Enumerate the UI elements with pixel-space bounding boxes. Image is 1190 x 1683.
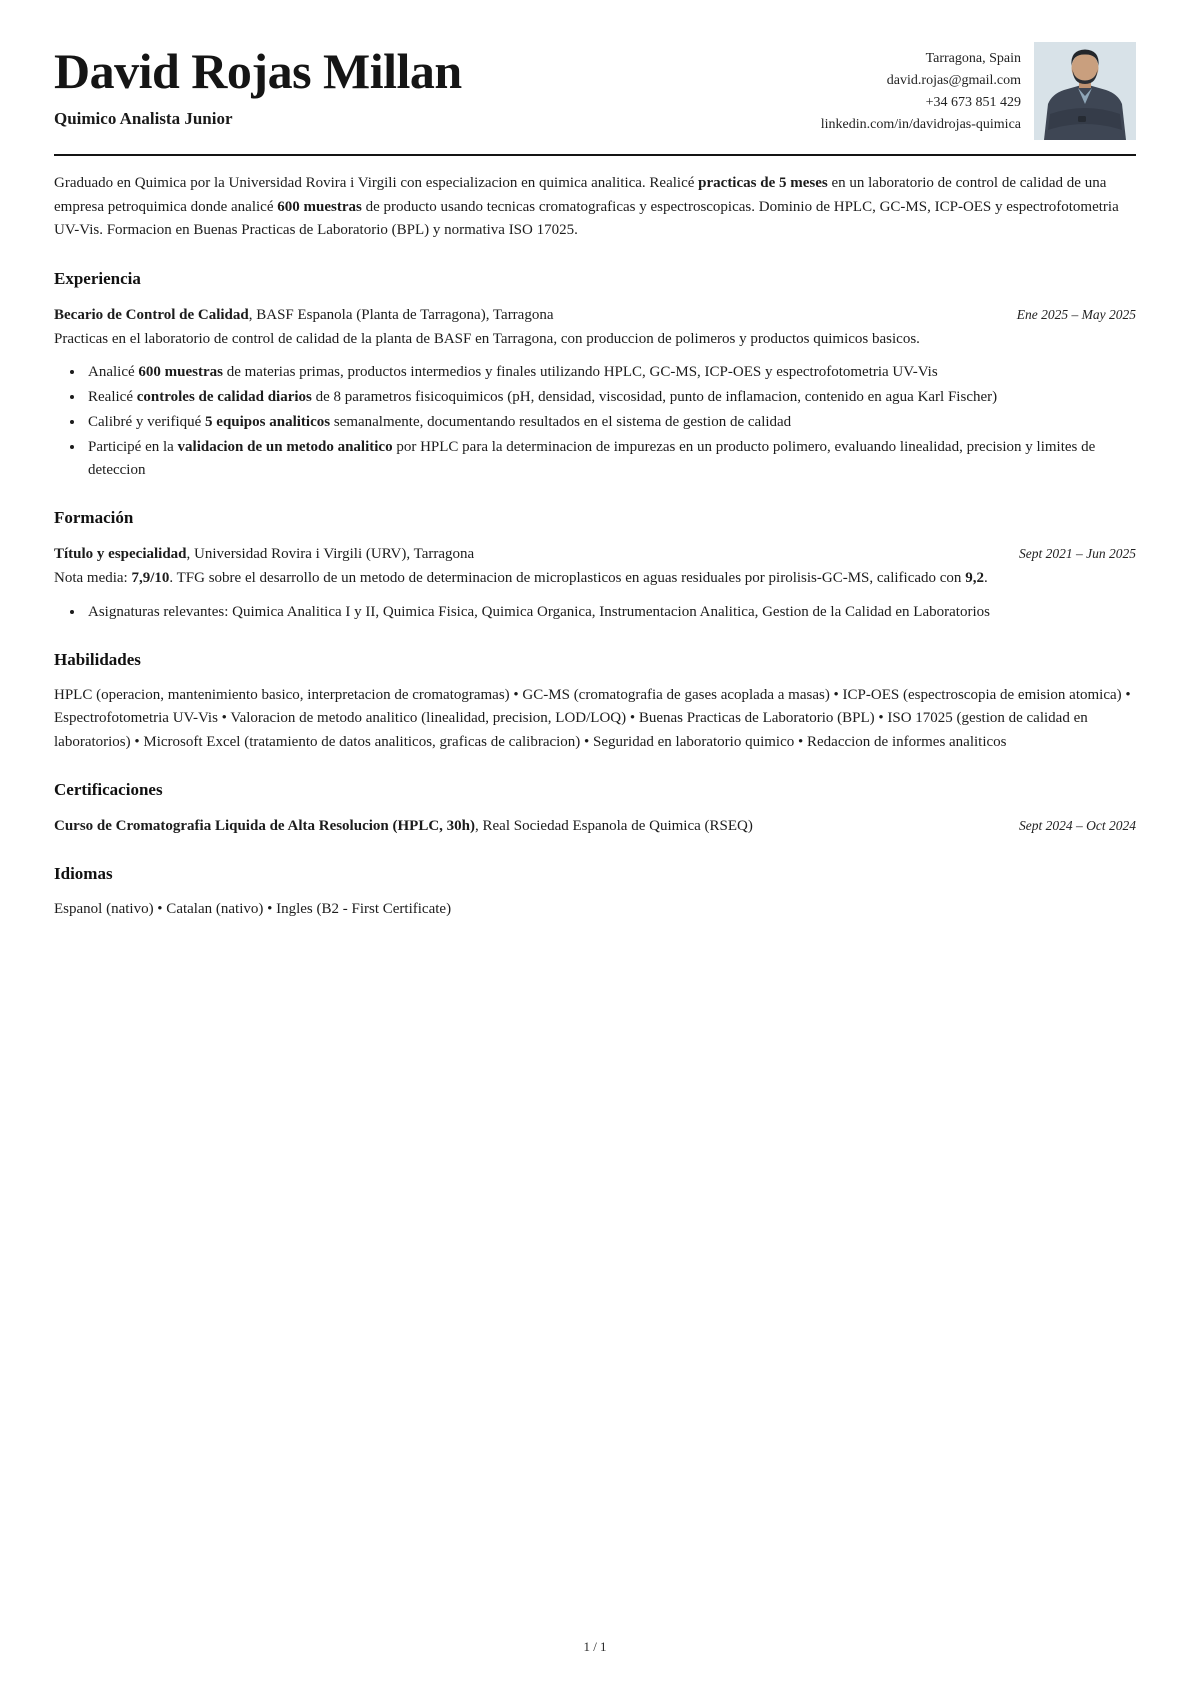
experience-bullet: • Calibré y verifiqué 5 equipos analiticos semanalmente, documentando resultados en el sistema de gestion de calidad (85, 411, 1136, 434)
header-identity (54, 42, 462, 129)
contact-linkedin: linkedin.com/in/davidrojas-quimica (820, 117, 1021, 132)
education-entry-description: Nota media: 7,9/10. TFG sobre el desarrollo de un metodo de determinacion de microplasticos en aguas residuales por pirolisis-GC-MS, calificado con 9,2. (54, 570, 988, 586)
candidate-name: David Rojas Millan (54, 43, 462, 99)
summary-paragraph: Graduado en Quimica por la Universidad Rovira i Virgili con especializacion en quimica analitica. Realicé practicas de 5 meses en un laboratorio de control de calidad de una empresa petroquimica donde analicé 600 muestras de producto usando tecnicas cromatograficas y espectroscopicas. Dominio de HPLC, GC-MS, ICP-OES y espectrofotometria UV-Vis. Formacion en Buenas Practicas de Laboratorio (BPL) y normativa ISO 17025. (54, 175, 1119, 238)
education-bullet: • Asignaturas relevantes: Quimica Analitica I y II, Quimica Fisica, Quimica Organica, Instrumentacion Analitica, Gestion de la Calidad en Laboratorios (85, 601, 1136, 624)
education-entry-title: Título y especialidad, Universidad Rovira i Virgili (URV), Tarragona (54, 546, 475, 562)
experience-bullet: • Realicé controles de calidad diarios de 8 parametros fisicoquimicos (pH, densidad, viscosidad, punto de inflamacion, contenido en agua Karl Fischer) (85, 386, 1136, 409)
section-languages (54, 864, 1136, 922)
education-entry-date: Sept 2021 – Jun 2025 (1019, 546, 1136, 561)
languages-list: Espanol (nativo) • Catalan (nativo) • Ingles (B2 - First Certificate) (54, 901, 452, 917)
certification-entry-title: Curso de Cromatografia Liquida de Alta Resolucion (HPLC, 30h), Real Sociedad Espanola de Quimica (RSEQ) (54, 818, 753, 834)
contact-location: Tarragona, Spain (925, 51, 1021, 66)
experience-entry-head (54, 303, 1136, 327)
experience-entry-description: Practicas en el laboratorio de control de calidad de la planta de BASF en Tarragona, con produccion de polimeros y productos quimicos basicos. (54, 330, 920, 347)
education-entry-head (54, 542, 1136, 566)
education-bullet-list (54, 601, 1136, 624)
certification-entry-head (54, 814, 1136, 838)
section-certifications (54, 780, 1136, 838)
experience-bullet: • Analicé 600 muestras de materias primas, productos intermedios y finales utilizando HPLC, GC-MS, ICP-OES y espectrofotometria UV-Vis (85, 361, 1136, 384)
skills-list: HPLC (operacion, mantenimiento basico, interpretacion de cromatogramas) • GC-MS (cromatografia de gases acoplada a masas) • ICP-OES (espectroscopia de emision atomica) • Espectrofotometria UV-Vis • Valoracion de metodo analitico (linealidad, precision, LOD/LOQ) • Buenas Practicas de Laboratorio (BPL) • ISO 17025 (gestion de calidad en laboratorios) • Microsoft Excel (tratamiento de datos analiticos, graficas de calibracion) • Seguridad en laboratorio quimico • Redaccion de informes analiticos (54, 686, 1131, 750)
certification-entry-date: Sept 2024 – Oct 2024 (1019, 818, 1136, 833)
header-contact-block (821, 42, 1136, 140)
profile-photo (1034, 42, 1136, 140)
header (54, 42, 1136, 140)
experience-entry-date: Ene 2025 – May 2025 (1016, 306, 1136, 322)
candidate-job-title: Quimico Analista Junior (54, 109, 233, 128)
section-education (54, 508, 1136, 624)
languages-heading: Idiomas (54, 864, 113, 883)
contact-email: david.rojas@gmail.com (886, 73, 1021, 88)
experience-bullet: • Participé en la validacion de un metodo analitico por HPLC para la determinacion de impurezas en un producto polimero, evaluando linealidad, precision y limites de deteccion (85, 436, 1136, 482)
section-skills (54, 650, 1136, 755)
experience-heading: Experiencia (54, 268, 141, 288)
certifications-heading: Certificaciones (54, 780, 163, 799)
contact-info (821, 42, 1021, 136)
experience-entry-title: Becario de Control de Calidad, BASF Espanola (Planta de Tarragona), Tarragona (54, 306, 554, 323)
contact-phone: +34 673 851 429 (925, 95, 1021, 110)
skills-heading: Habilidades (54, 649, 141, 669)
header-divider (54, 154, 1136, 156)
section-experience (54, 269, 1136, 483)
page-number: 1 / 1 (583, 1639, 607, 1654)
experience-bullet-list (54, 361, 1136, 482)
education-heading: Formación (54, 508, 134, 527)
